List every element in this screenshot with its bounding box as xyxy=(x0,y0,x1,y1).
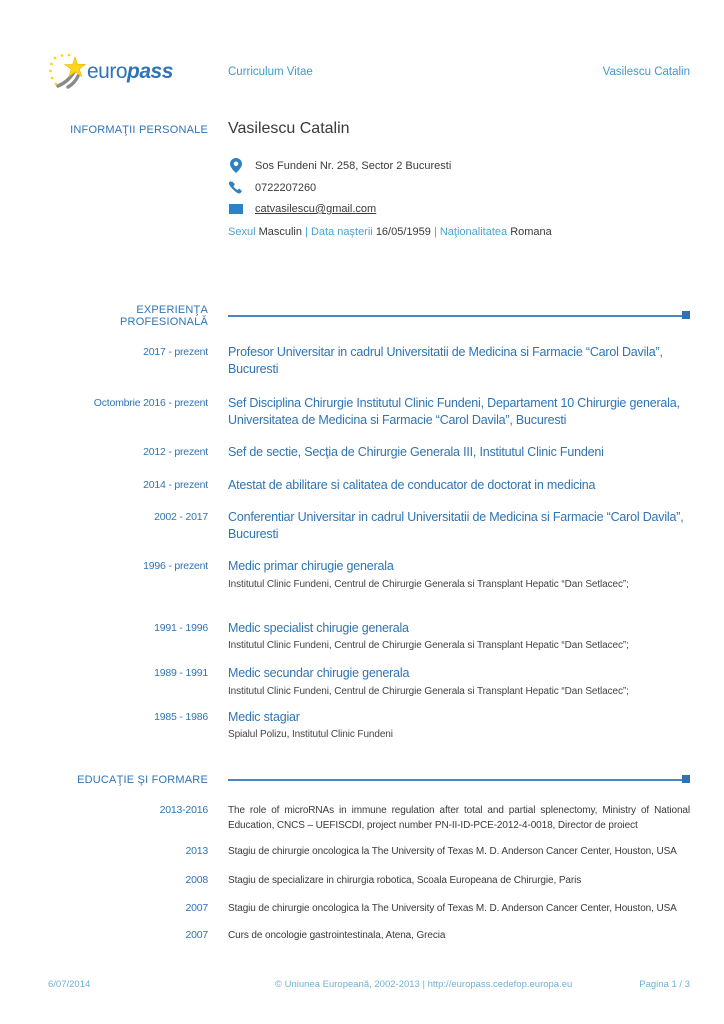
sex-label: Sexul xyxy=(228,226,256,238)
personal-section-label: INFORMAŢII PERSONALE xyxy=(70,124,208,136)
page-footer xyxy=(48,979,690,990)
footer-copyright: © Uniunea Europeană, 2002-2013 | http://europass.cedefop.europa.eu xyxy=(274,979,573,990)
entry-subtitle: Institutul Clinic Fundeni, Centrul de Chirurgie Generala si Transplant Hepatic “Dan Setlacec”; xyxy=(228,685,629,697)
experience-entry xyxy=(48,709,690,743)
experience-entry xyxy=(48,477,690,494)
entry-title: Medic primar chirugie generala xyxy=(228,559,394,573)
entry-text: Stagiu de chirurgie oncologica la The University of Texas M. D. Anderson Cancer Center, Houston, USA xyxy=(228,903,677,914)
separator: | xyxy=(305,226,308,238)
experience-entry xyxy=(48,395,690,428)
entry-date: 2013-2016 xyxy=(159,804,208,816)
entry-title: Sef Disciplina Chirurgie Institutul Clinic Fundeni, Departament 10 Chirurgie generala, Universitatea de Medicina si Farmacie “Carol Davila”, Bucuresti xyxy=(228,396,680,427)
entry-title: Sef de sectie, Secţia de Chirurgie Generala III, Institutul Clinic Fundeni xyxy=(228,445,604,459)
entry-text: The role of microRNAs in immune regulation after total and partial splenectomy, Ministry of National Education, CNCS – UEFISCDI, project number PN-II-ID-PCE-2012-4-0018, Director de proiect xyxy=(228,805,690,831)
entry-date: 1989 - 1991 xyxy=(154,667,208,679)
entry-title: Medic specialist chirugie generala xyxy=(228,620,409,635)
logo-text-pass: pass xyxy=(127,60,173,83)
europass-figure-icon xyxy=(48,52,92,92)
nationality-label: Naţionalitatea xyxy=(439,226,508,238)
entry-title: Profesor Universitar in cadrul Universitatii de Medicina si Farmacie “Carol Davila”, Bucuresti xyxy=(228,345,663,376)
education-section-label: EDUCAŢIE ŞI FORMARE xyxy=(77,774,208,786)
map-pin-icon xyxy=(228,158,243,173)
header-owner-name: Vasilescu Catalin xyxy=(602,66,690,78)
separator: | xyxy=(433,226,437,238)
email-row xyxy=(228,203,690,215)
entry-subtitle: Institutul Clinic Fundeni, Centrul de Chirurgie Generala si Transplant Hepatic “Dan Setlacec”; xyxy=(228,578,629,590)
experience-entry xyxy=(48,558,690,592)
email-link[interactable]: catvasilescu@gmail.com xyxy=(255,203,377,215)
experience-entry xyxy=(48,665,690,699)
phone-icon xyxy=(228,181,243,194)
sex-value: Masculin xyxy=(258,226,302,238)
footer-date: 6/07/2014 xyxy=(48,979,91,990)
education-entry xyxy=(48,843,690,860)
education-entry xyxy=(48,802,690,833)
education-entry xyxy=(48,900,690,917)
birth-label: Data naşterii xyxy=(310,226,373,238)
phone-row xyxy=(228,181,690,194)
entry-date: 2012 - prezent xyxy=(143,446,208,458)
entry-date: 2008 xyxy=(185,873,208,886)
entry-date: 2007 xyxy=(185,902,208,914)
entry-subtitle: Institutul Clinic Fundeni, Centrul de Chirurgie Generala si Transplant Hepatic “Dan Setlacec”; xyxy=(228,640,629,651)
entry-date: 2007 xyxy=(185,928,208,941)
section-rule xyxy=(228,314,690,319)
experience-entry xyxy=(48,344,690,377)
logo-text-euro: euro xyxy=(87,60,128,83)
rule-end-square xyxy=(682,311,690,319)
phone-text: 0722207260 xyxy=(255,181,317,194)
education-entry xyxy=(48,927,690,944)
experience-entry xyxy=(48,509,690,542)
section-rule xyxy=(228,778,690,783)
document-type: Curriculum Vitae xyxy=(228,66,313,78)
entry-date: Octombrie 2016 - prezent xyxy=(93,397,208,409)
experience-entry xyxy=(48,620,690,654)
entry-date: 1985 - 1986 xyxy=(154,710,208,723)
nationality-value: Romana xyxy=(510,226,552,238)
entry-title: Medic stagiar xyxy=(228,709,300,724)
europass-logo xyxy=(48,52,208,92)
experience-section-label: EXPERIENŢA PROFESIONALĂ xyxy=(120,304,208,328)
entry-title: Atestat de abilitare si calitatea de conducator de doctorat in medicina xyxy=(228,477,596,492)
education-section xyxy=(48,774,690,943)
birth-value: 16/05/1959 xyxy=(375,226,431,238)
rule-end-square xyxy=(682,775,690,783)
entry-text: Stagiu de chirurgie oncologica la The University of Texas M. D. Anderson Cancer Center, Houston, USA xyxy=(228,846,677,857)
entry-date: 1996 - prezent xyxy=(143,560,208,572)
entry-subtitle: Spialul Polizu, Institutul Clinic Fundeni xyxy=(228,729,393,740)
address-row xyxy=(228,158,690,173)
entry-date: 2014 - prezent xyxy=(143,478,208,491)
person-name: Vasilescu Catalin xyxy=(228,120,350,137)
entry-date: 2013 xyxy=(185,845,208,857)
personal-info-section xyxy=(48,120,690,238)
experience-section xyxy=(48,304,690,742)
page-header xyxy=(48,52,690,92)
entry-date: 1991 - 1996 xyxy=(154,621,208,634)
demographics-line xyxy=(228,226,690,238)
entry-date: 2017 - prezent xyxy=(143,346,208,358)
entry-title: Medic secundar chirugie generala xyxy=(228,666,410,680)
address-text: Sos Fundeni Nr. 258, Sector 2 Bucuresti xyxy=(255,159,452,172)
entry-text: Curs de oncologie gastrointestinala, Atena, Grecia xyxy=(228,929,446,941)
footer-page-number: Pagina 1 / 3 xyxy=(639,979,690,990)
entry-title: Conferentiar Universitar in cadrul Universitatii de Medicina si Farmacie “Carol Davila”, Bucuresti xyxy=(228,510,684,541)
envelope-icon xyxy=(228,204,243,214)
education-entry xyxy=(48,872,690,889)
experience-entry xyxy=(48,444,690,461)
entry-text: Stagiu de specializare in chirurgia robotica, Scoala Europeana de Chirurgie, Paris xyxy=(228,874,582,886)
entry-date: 2002 - 2017 xyxy=(154,511,208,523)
